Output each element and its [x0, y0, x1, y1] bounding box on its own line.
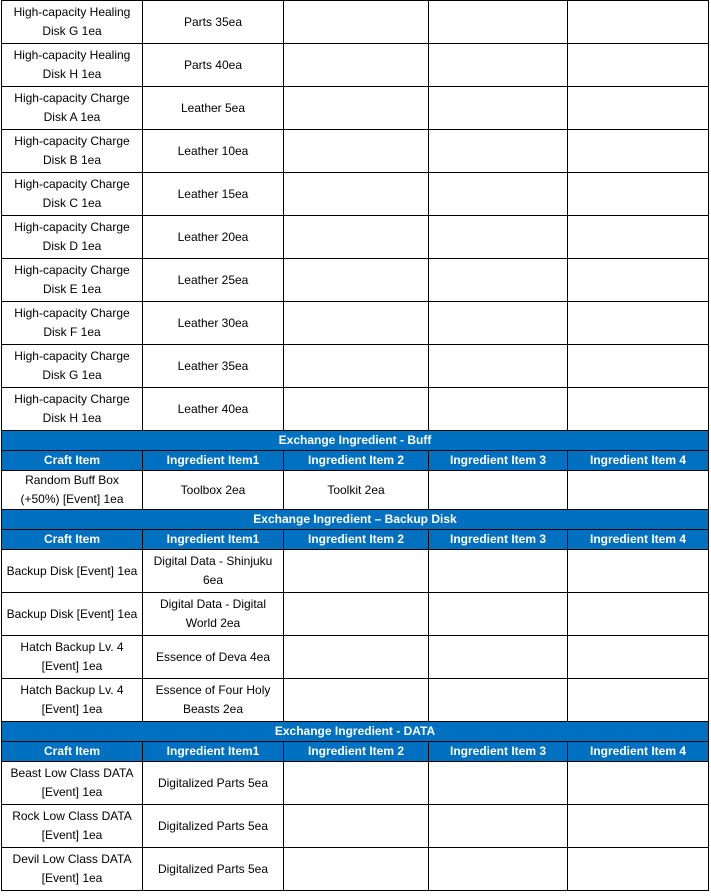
table-row	[2, 345, 709, 388]
table-row	[2, 173, 709, 216]
crafting-table	[1, 0, 709, 891]
table-row	[2, 679, 709, 722]
section-header-buff	[2, 431, 709, 451]
ingredient-4-cell	[568, 173, 709, 216]
ingredient-4-cell	[568, 87, 709, 130]
column-header-ingredient-3: Ingredient Item 3	[429, 742, 568, 762]
column-header-ingredient-2: Ingredient Item 2	[284, 742, 429, 762]
section-title: Exchange Ingredient - DATA	[2, 722, 709, 742]
section-header-backup-disk	[2, 510, 709, 530]
craft-item-cell: High-capacity Charge Disk A 1ea	[2, 87, 143, 130]
ingredient-2-cell	[284, 388, 429, 431]
ingredient-3-cell	[429, 87, 568, 130]
ingredient-3-cell	[429, 345, 568, 388]
ingredient-1-cell: Leather 30ea	[143, 302, 284, 345]
column-header-craft: Craft Item	[2, 742, 143, 762]
ingredient-2-cell	[284, 550, 429, 593]
ingredient-4-cell	[568, 1, 709, 44]
ingredient-1-cell: Essence of Four Holy Beasts 2ea	[143, 679, 284, 722]
ingredient-2-cell	[284, 302, 429, 345]
ingredient-4-cell	[568, 259, 709, 302]
table-row	[2, 636, 709, 679]
ingredient-4-cell	[568, 44, 709, 87]
column-header-ingredient-1: Ingredient Item1	[143, 742, 284, 762]
ingredient-2-cell	[284, 173, 429, 216]
section-title: Exchange Ingredient - Buff	[2, 431, 709, 451]
ingredient-2-cell	[284, 345, 429, 388]
craft-item-cell: Backup Disk [Event] 1ea	[2, 593, 143, 636]
ingredient-2-cell	[284, 593, 429, 636]
ingredient-1-cell: Parts 35ea	[143, 1, 284, 44]
ingredient-4-cell	[568, 302, 709, 345]
ingredient-4-cell	[568, 593, 709, 636]
ingredient-1-cell: Digitalized Parts 5ea	[143, 762, 284, 805]
ingredient-2-cell	[284, 1, 429, 44]
ingredient-2-cell	[284, 259, 429, 302]
ingredient-3-cell	[429, 848, 568, 891]
ingredient-4-cell	[568, 388, 709, 431]
table-row	[2, 762, 709, 805]
table-row	[2, 1, 709, 44]
ingredient-2-cell	[284, 679, 429, 722]
craft-item-cell: High-capacity Charge Disk H 1ea	[2, 388, 143, 431]
ingredient-2-cell: Toolkit 2ea	[284, 471, 429, 510]
ingredient-3-cell	[429, 216, 568, 259]
ingredient-3-cell	[429, 471, 568, 510]
ingredient-2-cell	[284, 848, 429, 891]
craft-item-cell: High-capacity Charge Disk C 1ea	[2, 173, 143, 216]
section-header-data	[2, 722, 709, 742]
column-header-ingredient-4: Ingredient Item 4	[568, 742, 709, 762]
ingredient-1-cell: Leather 5ea	[143, 87, 284, 130]
ingredient-1-cell: Leather 35ea	[143, 345, 284, 388]
ingredient-1-cell: Digitalized Parts 5ea	[143, 805, 284, 848]
ingredient-4-cell	[568, 345, 709, 388]
ingredient-3-cell	[429, 302, 568, 345]
column-header-ingredient-4: Ingredient Item 4	[568, 451, 709, 471]
column-header-craft: Craft Item	[2, 530, 143, 550]
table-row	[2, 805, 709, 848]
ingredient-3-cell	[429, 805, 568, 848]
ingredient-4-cell	[568, 216, 709, 259]
craft-item-cell: Random Buff Box (+50%) [Event] 1ea	[2, 471, 143, 510]
ingredient-1-cell: Essence of Deva 4ea	[143, 636, 284, 679]
section-title: Exchange Ingredient – Backup Disk	[2, 510, 709, 530]
ingredient-4-cell	[568, 762, 709, 805]
column-header-craft: Craft Item	[2, 451, 143, 471]
ingredient-3-cell	[429, 636, 568, 679]
ingredient-2-cell	[284, 216, 429, 259]
ingredient-1-cell: Digital Data - Shinjuku 6ea	[143, 550, 284, 593]
column-header-ingredient-2: Ingredient Item 2	[284, 530, 429, 550]
ingredient-2-cell	[284, 762, 429, 805]
ingredient-2-cell	[284, 636, 429, 679]
ingredient-4-cell	[568, 805, 709, 848]
column-header-row	[2, 742, 709, 762]
table-row	[2, 550, 709, 593]
column-header-ingredient-1: Ingredient Item1	[143, 530, 284, 550]
table-row	[2, 593, 709, 636]
ingredient-1-cell: Leather 15ea	[143, 173, 284, 216]
ingredient-1-cell: Digitalized Parts 5ea	[143, 848, 284, 891]
craft-item-cell: High-capacity Healing Disk H 1ea	[2, 44, 143, 87]
ingredient-3-cell	[429, 762, 568, 805]
craft-item-cell: Beast Low Class DATA [Event] 1ea	[2, 762, 143, 805]
ingredient-2-cell	[284, 44, 429, 87]
table-row	[2, 388, 709, 431]
craft-item-cell: Backup Disk [Event] 1ea	[2, 550, 143, 593]
ingredient-1-cell: Leather 20ea	[143, 216, 284, 259]
column-header-ingredient-2: Ingredient Item 2	[284, 451, 429, 471]
craft-item-cell: Hatch Backup Lv. 4 [Event] 1ea	[2, 679, 143, 722]
ingredient-2-cell	[284, 805, 429, 848]
ingredient-3-cell	[429, 259, 568, 302]
ingredient-1-cell: Leather 10ea	[143, 130, 284, 173]
table-row	[2, 259, 709, 302]
ingredient-2-cell	[284, 130, 429, 173]
craft-item-cell: Hatch Backup Lv. 4 [Event] 1ea	[2, 636, 143, 679]
column-header-row	[2, 451, 709, 471]
craft-item-cell: Devil Low Class DATA [Event] 1ea	[2, 848, 143, 891]
ingredient-3-cell	[429, 550, 568, 593]
craft-item-cell: High-capacity Charge Disk G 1ea	[2, 345, 143, 388]
craft-item-cell: Rock Low Class DATA [Event] 1ea	[2, 805, 143, 848]
ingredient-3-cell	[429, 173, 568, 216]
ingredient-4-cell	[568, 471, 709, 510]
column-header-ingredient-3: Ingredient Item 3	[429, 451, 568, 471]
ingredient-3-cell	[429, 44, 568, 87]
column-header-row	[2, 530, 709, 550]
table-row	[2, 471, 709, 510]
ingredient-4-cell	[568, 130, 709, 173]
table-row	[2, 302, 709, 345]
ingredient-1-cell: Leather 40ea	[143, 388, 284, 431]
craft-item-cell: High-capacity Charge Disk B 1ea	[2, 130, 143, 173]
ingredient-4-cell	[568, 679, 709, 722]
ingredient-1-cell: Leather 25ea	[143, 259, 284, 302]
table-row	[2, 44, 709, 87]
ingredient-3-cell	[429, 130, 568, 173]
table-row	[2, 130, 709, 173]
ingredient-3-cell	[429, 388, 568, 431]
ingredient-3-cell	[429, 593, 568, 636]
craft-item-cell: High-capacity Charge Disk D 1ea	[2, 216, 143, 259]
column-header-ingredient-4: Ingredient Item 4	[568, 530, 709, 550]
ingredient-1-cell: Toolbox 2ea	[143, 471, 284, 510]
ingredient-4-cell	[568, 550, 709, 593]
ingredient-3-cell	[429, 679, 568, 722]
craft-item-cell: High-capacity Healing Disk G 1ea	[2, 1, 143, 44]
ingredient-3-cell	[429, 1, 568, 44]
ingredient-1-cell: Digital Data - Digital World 2ea	[143, 593, 284, 636]
craft-item-cell: High-capacity Charge Disk E 1ea	[2, 259, 143, 302]
craft-item-cell: High-capacity Charge Disk F 1ea	[2, 302, 143, 345]
ingredient-4-cell	[568, 848, 709, 891]
ingredient-1-cell: Parts 40ea	[143, 44, 284, 87]
column-header-ingredient-1: Ingredient Item1	[143, 451, 284, 471]
table-row	[2, 848, 709, 891]
ingredient-2-cell	[284, 87, 429, 130]
table-row	[2, 87, 709, 130]
table-row	[2, 216, 709, 259]
ingredient-4-cell	[568, 636, 709, 679]
column-header-ingredient-3: Ingredient Item 3	[429, 530, 568, 550]
